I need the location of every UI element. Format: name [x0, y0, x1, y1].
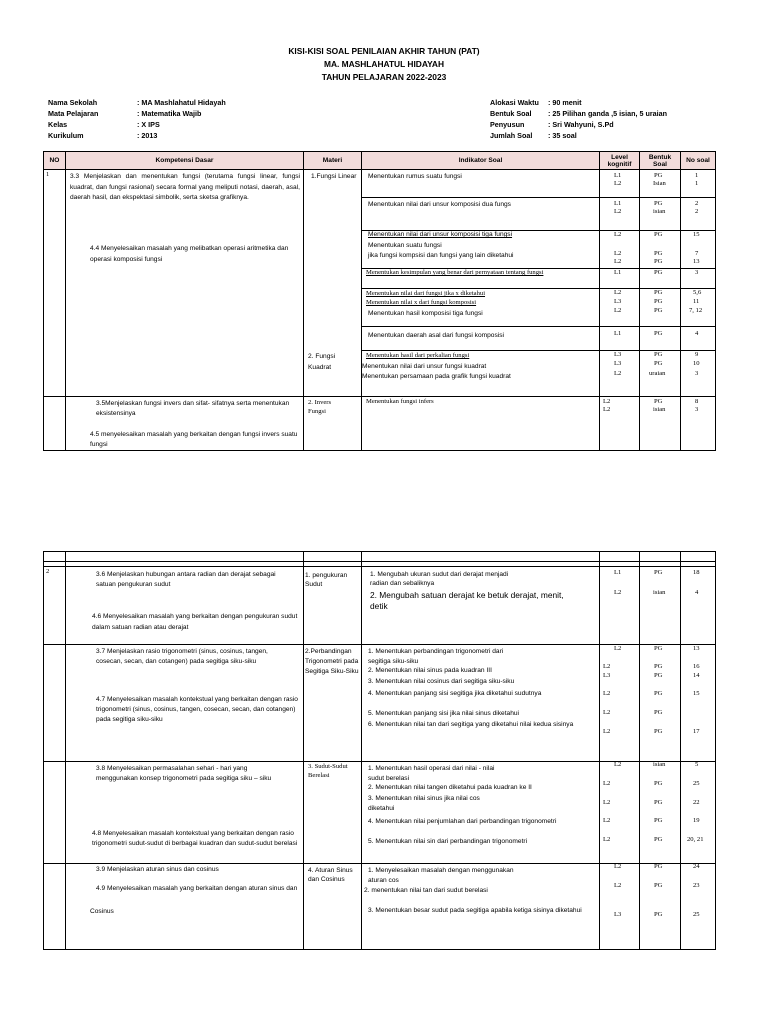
level-value: L3 — [614, 911, 622, 918]
bentuk-value: PG — [654, 269, 663, 276]
nosoal-value: 1 — [695, 172, 699, 179]
indikator-item: 2. Menentukan nilai sinus pada kuadran III — [368, 667, 492, 674]
nosoal-value: 15 — [693, 690, 700, 697]
bentuk-value: PG — [654, 307, 663, 314]
table-row — [44, 552, 716, 562]
bentuk-value: PG — [654, 645, 663, 652]
materi-item: 4. Aturan Sinus dan Cosinus — [308, 867, 353, 883]
materi-item: 1.Fungsi Linear — [311, 173, 357, 180]
nosoal-value: 5,6 — [693, 289, 702, 296]
level-value: L2 — [603, 406, 611, 413]
nosoal-value: 4 — [695, 589, 699, 596]
nosoal-value: 20, 21 — [687, 836, 704, 843]
col-header-materi: Materi — [304, 152, 362, 170]
kd-item: 3.5Menjelaskan fungsi invers dan sifat- sifatnya serta menentukan eksistensinya — [96, 400, 290, 417]
indikator-item: Menentukan hasil dari perkalian fungsi — [366, 352, 470, 359]
materi-item: 2.Perbandingan Trigonometri pada Segitiga Siku-Siku — [305, 648, 359, 675]
level-value: L3 — [614, 298, 622, 305]
bentuk-value: Isian — [653, 180, 666, 187]
nosoal-value: 2 — [695, 208, 699, 215]
bentuk-value: isian — [653, 406, 666, 413]
indikator-item: 4. Menentukan nilai penjumlahan dari perbandingan trigonometri — [368, 818, 557, 825]
nosoal-value: 1 — [695, 180, 699, 187]
nosoal-value: 9 — [695, 351, 699, 358]
indikator-item: Menentukan nilai dari unsur komposisi tiga fungsi — [368, 231, 513, 238]
bentuk-value: PG — [654, 690, 663, 697]
bentuk-value: PG — [654, 360, 663, 367]
materi-cell — [304, 397, 362, 451]
indikator-item: 3. Menentukan besar sudut pada segitiga apabila ketiga sisinya diketahui — [368, 907, 582, 914]
kd-item: 3.6 Menjelaskan hubungan antara radian dan derajat sebagai satuan pengukuran sudut — [96, 571, 276, 588]
indikator-item: Menentukan nilai x dari fungsi komposisi — [366, 299, 477, 306]
kd-item: 4.7 Menyelesaikan masalah kontekstual yang berkaitan dengan rasio trigonometri (sinus, cosinus, tangen, cosecan, secan, dan cotangen) pada segitiga siku-siku — [96, 696, 298, 723]
bentuk-value: PG — [654, 817, 663, 824]
bentuk-value: PG — [654, 289, 663, 296]
level-value: L2 — [614, 250, 622, 257]
meta-total: Jumlah Soal : 35 soal — [490, 131, 577, 140]
nosoal-cell — [681, 645, 716, 762]
indikator-item: Menentukan fungsi infers — [366, 398, 434, 405]
bentuk-value: isian — [653, 208, 666, 215]
nosoal-value: 25 — [693, 780, 700, 787]
nosoal-value: 7, 12 — [689, 307, 703, 314]
indikator-item: 5. Menentukan nilai sin dari perbandingan trigonometri — [368, 838, 528, 845]
nosoal-value: 22 — [693, 799, 700, 806]
materi-cell — [304, 864, 362, 950]
level-value: L2 — [614, 231, 622, 238]
level-value: L2 — [603, 799, 611, 806]
indikator-item: 4. Menentukan panjang sisi segitiga jika diketahui sudutnya — [368, 690, 542, 697]
bentuk-value: isian — [653, 761, 666, 768]
indikator-cell — [362, 645, 600, 762]
kd-item: 4.5 menyelesaikan masalah yang berkaitan dengan fungsi invers suatu fungsi — [90, 431, 298, 448]
bentuk-cell — [640, 397, 681, 451]
nosoal-value: 11 — [693, 298, 700, 305]
materi-item: 1. pengukuran Sudut — [305, 572, 348, 588]
level-value: L2 — [603, 817, 611, 824]
nosoal-cell — [681, 864, 716, 950]
nosoal-value: 19 — [693, 817, 700, 824]
indikator-item: jika fungsi kompsisi dan fungsi yang lain diketahui — [368, 252, 514, 259]
indikator-item: Menentukan nilai dari unsur fungsi kuadrat — [362, 363, 487, 370]
bentuk-value: PG — [654, 672, 663, 679]
col-header-no: NO — [44, 152, 66, 170]
grid-table-1 — [43, 151, 716, 451]
nosoal-value: 25 — [693, 911, 700, 918]
bentuk-value: PG — [654, 398, 663, 405]
nosoal-value: 13 — [693, 645, 700, 652]
kd-cell — [66, 762, 304, 864]
kd-item: 4.6 Menyelesaikan masalah yang berkaitan dengan pengukuran sudut dalam satuan radian atau derajat — [92, 613, 298, 631]
indikator-item: Menentukan daerah asal dari fungsi komposisi — [368, 332, 504, 339]
materi-item: 2. Invers Fungsi — [308, 399, 332, 415]
nosoal-value: 23 — [693, 882, 700, 889]
level-cell — [600, 170, 640, 397]
indikator-item: Menentukan hasil komposisi tiga fungsi — [368, 310, 483, 317]
nosoal-value: 3 — [695, 370, 699, 377]
meta-form: Bentuk Soal : 25 Pilihan ganda ,5 isian, 5 uraian — [490, 109, 668, 118]
nosoal-value: 10 — [693, 360, 700, 367]
bentuk-value: PG — [654, 663, 663, 670]
bentuk-value: PG — [654, 258, 663, 265]
nosoal-value: 5 — [695, 761, 699, 768]
materi-cell — [304, 567, 362, 645]
materi-cell — [304, 762, 362, 864]
table-row — [44, 170, 716, 397]
bentuk-cell — [640, 864, 681, 950]
indikator-item: Menentukan persamaan pada grafik fungsi kuadrat — [362, 373, 511, 380]
indikator-item: Menentukan kesimpulan yang benar dari pernyataan tentang fungsi — [366, 269, 544, 276]
bentuk-value: PG — [654, 709, 663, 716]
level-value: L3 — [614, 360, 622, 367]
nosoal-value: 3 — [695, 269, 699, 276]
row-number: 1 — [44, 170, 66, 397]
kd-item: 3.3 Menjelaskan dan menentukan fungsi (terutama fungsi linear, fungsi kuadrat, dan fungsi rasional) secara formal yang meliputi notasi, daerah, asal, daerah hasil, dan ekspektasi simbolik, serta sketsa grafiknya. — [70, 173, 300, 201]
materi-cell — [304, 645, 362, 762]
nosoal-value: 2 — [695, 200, 699, 207]
col-header-bentuk: Bentuk Soal — [640, 152, 681, 170]
kd-item: 3.9 Menjelaskan aturan sinus dan cosinus — [96, 866, 219, 873]
nosoal-value: 13 — [693, 258, 700, 265]
meta-curriculum: Kurikulum : 2013 — [48, 131, 158, 140]
nosoal-value: 8 — [695, 398, 699, 405]
bentuk-cell — [640, 170, 681, 397]
nosoal-value: 16 — [693, 663, 700, 670]
bentuk-value: PG — [654, 250, 663, 257]
bentuk-value: PG — [654, 231, 663, 238]
kd-item: Cosinus — [90, 908, 114, 915]
bentuk-value: PG — [654, 836, 663, 843]
row-number: 2 — [44, 567, 66, 645]
indikator-item: 1. Menentukan perbandingan trigonometri dari segitiga siku-siku — [368, 648, 504, 665]
meta-author: Penyusun : Sri Wahyuni, S.Pd — [490, 120, 614, 129]
table-row — [44, 397, 716, 451]
indikator-item: 2. Menentukan nilai tangen diketahui pada kuadran ke II — [368, 784, 532, 791]
materi-cell — [304, 170, 362, 397]
doc-title-line2: MA. MASHLAHATUL HIDAYAH — [323, 59, 445, 69]
materi-item: 2. Fungsi Kuadrat — [308, 353, 336, 371]
bentuk-value: PG — [654, 200, 663, 207]
indikator-cell — [362, 567, 600, 645]
level-value: L2 — [603, 690, 611, 697]
level-value: L1 — [614, 330, 622, 337]
level-value: L2 — [614, 370, 622, 377]
bentuk-value: PG — [654, 569, 663, 576]
bentuk-value: PG — [654, 882, 663, 889]
indikator-item: Menentukan nilai dari fungsi jika x diketahui — [366, 290, 486, 297]
level-value: L2 — [603, 398, 611, 405]
bentuk-cell — [640, 567, 681, 645]
level-value: L2 — [614, 863, 622, 870]
level-value: L2 — [614, 258, 622, 265]
level-value: L3 — [603, 672, 611, 679]
level-value: L2 — [614, 645, 622, 652]
grid-table-2 — [43, 551, 716, 950]
doc-title-line1: KISI-KISI SOAL PENILAIAN AKHIR TAHUN (PAT) — [288, 46, 480, 56]
table-row — [44, 567, 716, 645]
doc-title-line3: TAHUN PELAJARAN 2022-2023 — [321, 72, 447, 82]
nosoal-cell — [681, 170, 716, 397]
nosoal-value: 18 — [693, 569, 700, 576]
nosoal-value: 4 — [695, 330, 699, 337]
kd-item: 4.4 Menyelesaikan masalah yang melibatkan operasi aritmetika dan operasi komposisi fungsi — [90, 245, 289, 263]
level-value: L1 — [614, 172, 622, 179]
table-row — [44, 864, 716, 950]
table-row — [44, 645, 716, 762]
meta-class: Kelas : X IPS — [48, 120, 160, 129]
indikator-item: 1. Menentukan hasil operasi dari nilai - nilai sudut berelasi — [368, 765, 495, 782]
indikator-item: 2. menentukan nilai tan dari sudut berelasi — [364, 887, 488, 894]
materi-item: 3. Sudut-Sudut Berelasi — [308, 763, 348, 779]
indikator-item: Menentukan suatu fungsi — [368, 242, 442, 249]
meta-subject: Mata Pelajaran : Matematika Wajib — [48, 109, 202, 118]
nosoal-value: 14 — [693, 672, 700, 679]
bentuk-value: PG — [654, 911, 663, 918]
col-header-level: Level kognitif — [600, 152, 640, 170]
level-value: L2 — [603, 709, 611, 716]
indikator-item: Menentukan rumus suatu fungsi — [368, 173, 462, 180]
level-cell — [600, 762, 640, 864]
indikator-item: 6. Menentukan nilai tan dari segitiga yang diketahui nilai kedua sisinya — [368, 721, 574, 728]
bentuk-value: PG — [654, 863, 663, 870]
level-cell — [600, 567, 640, 645]
indikator-item: 5. Menentukan panjang sisi jika nilai sinus diketahui — [368, 710, 520, 717]
level-value: L2 — [614, 307, 622, 314]
nosoal-value: 3 — [695, 406, 699, 413]
kd-item: 3.7 Menjelaskan rasio trigonometri (sinus, cosinus, tangen, cosecan, secan, dan cotangen) pada segitiga siku-siku — [96, 648, 268, 665]
level-value: L2 — [614, 589, 622, 596]
level-value: L2 — [603, 663, 611, 670]
level-value: L2 — [603, 728, 611, 735]
kd-cell — [66, 645, 304, 762]
table-row — [44, 762, 716, 864]
bentuk-value: uraian — [649, 370, 666, 377]
bentuk-value: PG — [654, 728, 663, 735]
indikator-item: Menentukan nilai dari unsur komposisi dua fungs — [368, 201, 511, 208]
indikator-item: 3. Menentukan nilai cosinus dari segitiga siku-siku — [368, 678, 515, 685]
level-value: L1 — [614, 569, 622, 576]
level-value: L1 — [614, 269, 622, 276]
col-header-indikator: Indikator Soal — [362, 152, 600, 170]
level-value: L2 — [603, 836, 611, 843]
bentuk-value: isian — [653, 589, 666, 596]
level-value: L2 — [614, 882, 622, 889]
bentuk-cell — [640, 762, 681, 864]
nosoal-cell — [681, 762, 716, 864]
indikator-item: 2. Mengubah satuan derajat ke betuk derajat, menit, detik — [370, 590, 564, 611]
level-cell — [600, 397, 640, 451]
bentuk-value: PG — [654, 298, 663, 305]
nosoal-value: 17 — [693, 728, 700, 735]
nosoal-value: 7 — [695, 250, 699, 257]
level-value: L1 — [614, 200, 622, 207]
nosoal-cell — [681, 567, 716, 645]
nosoal-value: 15 — [693, 231, 700, 238]
kd-cell — [66, 170, 304, 397]
level-value: L2 — [614, 208, 622, 215]
indikator-cell — [362, 397, 600, 451]
nosoal-cell — [681, 397, 716, 451]
kd-item: 3.8 Menyelesaikan permasalahan sehari - hari yang menggunakan konsep trigonometri pada segitiga siku – siku — [96, 765, 272, 782]
kd-cell — [66, 567, 304, 645]
kd-cell — [66, 864, 304, 950]
kd-cell — [66, 397, 304, 451]
bentuk-value: PG — [654, 799, 663, 806]
kd-item: 4.9 Menyelesaikan masalah yang berkaitan dengan aturan sinus dan — [96, 885, 298, 892]
bentuk-value: PG — [654, 330, 663, 337]
bentuk-value: PG — [654, 172, 663, 179]
nosoal-value: 24 — [693, 863, 700, 870]
level-value: L2 — [614, 761, 622, 768]
level-value: L2 — [614, 180, 622, 187]
bentuk-value: PG — [654, 351, 663, 358]
level-cell — [600, 864, 640, 950]
meta-school: Nama Sekolah : MA Mashlahatul Hidayah — [48, 98, 226, 107]
kd-item: 4.8 Menyelesaikan masalah kontekstual yang berkaitan dengan rasio trigonometri sudut-sudut di berbagai kuadran dan sudut-sudut berelasi — [92, 830, 298, 847]
level-value: L3 — [614, 351, 622, 358]
indikator-cell — [362, 170, 600, 397]
indikator-item: 3. Menentukan nilai sinus jika nilai cos diketahui — [368, 795, 480, 812]
col-header-nosoal: No soal — [681, 152, 716, 170]
indikator-cell — [362, 864, 600, 950]
bentuk-value: PG — [654, 780, 663, 787]
level-value: L2 — [603, 780, 611, 787]
indikator-item: 1. Menyelesaikan masalah dengan menggunakan aturan cos — [368, 867, 514, 884]
col-header-kd: Kompetensi Dasar — [66, 152, 304, 170]
level-value: L2 — [614, 289, 622, 296]
indikator-cell — [362, 762, 600, 864]
bentuk-cell — [640, 645, 681, 762]
meta-time: Alokasi Waktu : 90 menit — [490, 98, 582, 107]
level-cell — [600, 645, 640, 762]
indikator-item: 1. Mengubah ukuran sudut dari derajat menjadi radian dan sebaliknya — [370, 571, 509, 587]
